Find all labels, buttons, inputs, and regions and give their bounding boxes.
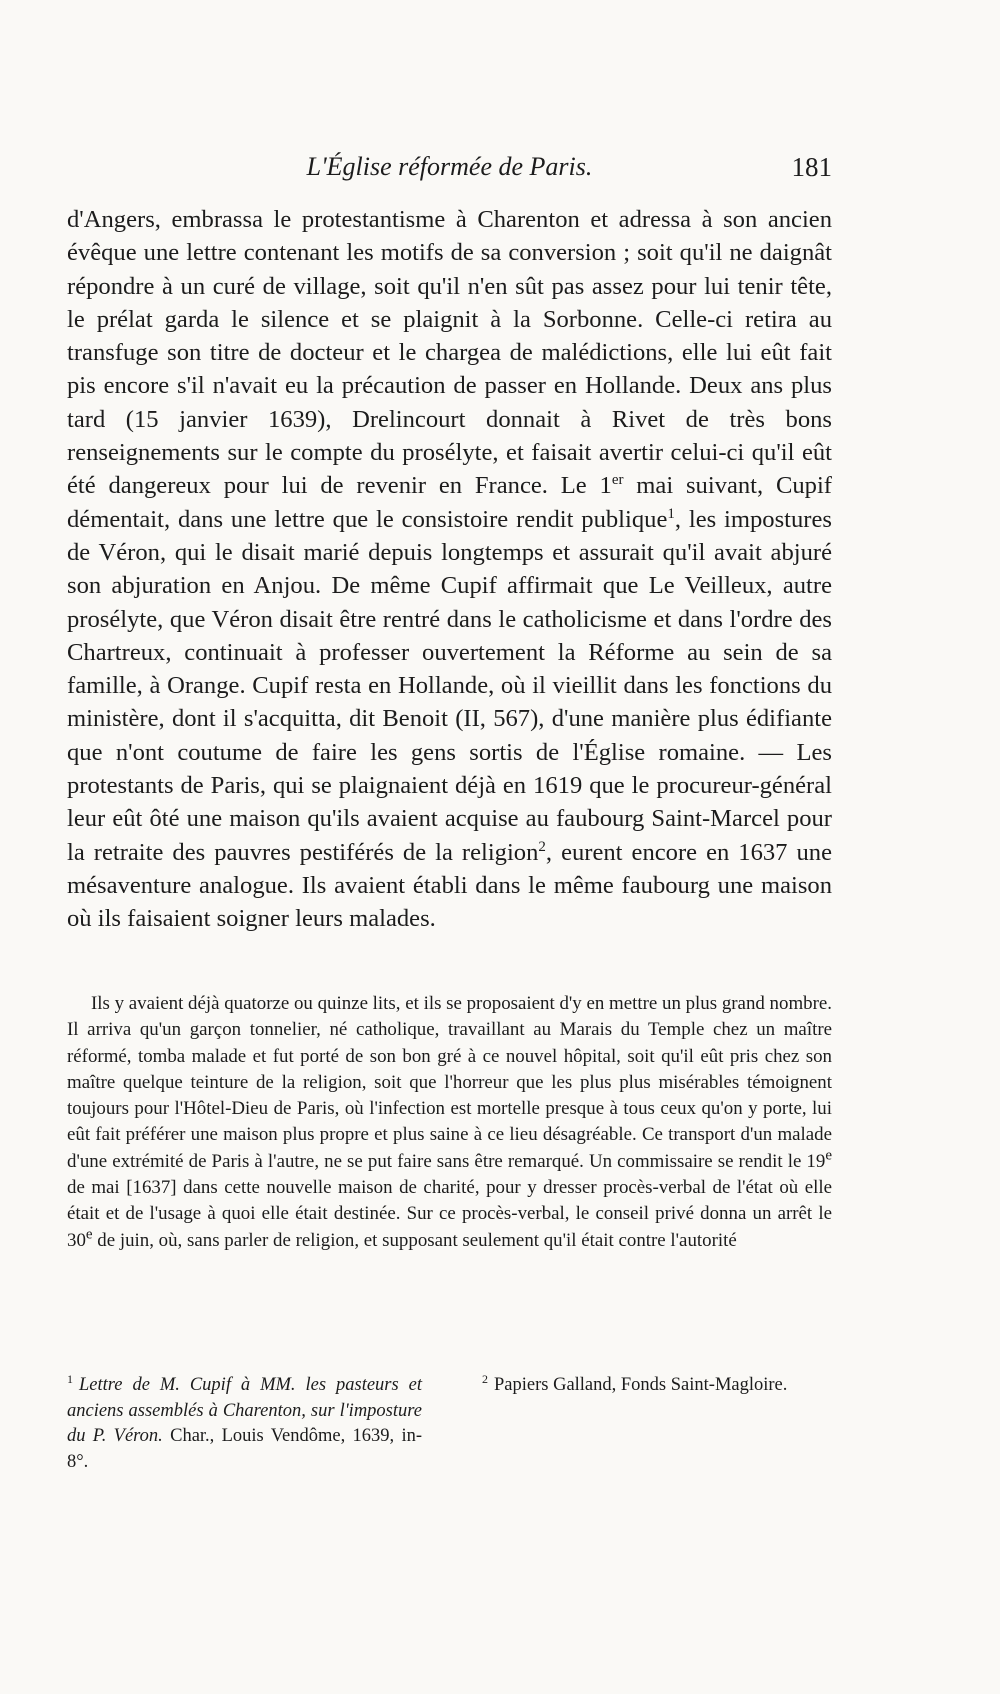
footnote-1-title: Lettre de M. Cupif à MM. les pasteurs et anciens assemblés à Charenton, sur l'imposture du P. Véron. — [67, 1375, 422, 1446]
running-title: L'Église réformée de Paris. — [306, 152, 593, 181]
main-text — [67, 203, 832, 936]
block-quote — [67, 991, 832, 1254]
footnote-1-mark: 1 — [67, 1371, 73, 1386]
footnote-2 — [482, 1373, 832, 1399]
footnote-1 — [67, 1373, 422, 1475]
footnote-ref-2: 2 — [538, 838, 546, 855]
footnote-2-text: Papiers Galland, Fonds Saint-Magloire. — [494, 1375, 788, 1395]
quote-superscript-1: e — [825, 1147, 832, 1164]
main-text-part-1: d'Angers, embrassa le protestantisme à Charenton et adressa à son ancien évêque une lettre contenant les motifs de sa conversion ; soit qu'il ne daignât répondre à un curé de village, soit qu'il n'en sût pas assez pour lui tenir tête, le prélat garda le silence et se plaignit à la Sorbonne. Celle-ci retira au transfuge son titre de docteur et le chargea de malédictions, elle lui eût fait pis encore s'il n'avait eu la précaution de passer en Hollande. Deux ans plus tard (15 janvier 1639), Drelincourt donnait à Rivet de très bons renseignements sur le compte du prosélyte, et faisait avertir celui-ci qu'il eût été dangereux pour lui de revenir en France. Le 1 — [67, 206, 832, 500]
main-text-part-4: , eurent encore en 1637 une mésaventure analogue. Ils avaient établi dans le même faubourg une maison où ils faisaient soigner leurs malades. — [67, 838, 832, 933]
quote-part-1: Ils y avaient déjà quatorze ou quinze lits, et ils se proposaient d'y en mettre un plus grand nombre. Il arriva qu'un garçon tonnelier, né catholique, travaillant au Marais du Temple chez un maître réformé, tomba malade et fut porté de son bon gré à ce nouvel hôpital, soit qu'il eût pris chez son maître quelque teinture de la religion, soit que l'horreur que les plus plus misérables témoignent toujours pour l'Hôtel-Dieu de Paris, où l'infection est mortelle presque à tous ceux qu'on y porte, lui eût fait préférer une maison plus propre et plus saine à ce lieu désagréable. Ce transport d'un malade d'une extrémité de Paris à l'autre, ne se put faire sans être remarqué. Un commissaire se rendit le 19 — [67, 993, 832, 1172]
footnote-1-rest: Char., Louis Vendôme, 1639, in-8°. — [67, 1426, 422, 1472]
ordinal-superscript: er — [611, 472, 624, 489]
quote-part-3: de juin, où, sans parler de religion, et supposant seulement qu'il était contre l'autorité — [92, 1229, 737, 1251]
quote-part-2: de mai [1637] dans cette nouvelle maison de charité, pour y dresser procès-verbal de l'état où elle était et de l'usage à quoi elle était destinée. Sur ce procès-verbal, le conseil privé donna un arrêt le 30 — [67, 1177, 832, 1251]
footnote-2-mark: 2 — [482, 1371, 488, 1386]
page-header — [67, 152, 832, 188]
main-text-part-3: , les impostures de Véron, qui le disait marié depuis longtemps et assurait qu'il avait abjuré son abjuration en Anjou. De même Cupif affirmait que Le Veilleux, autre prosélyte, que Véron disait être rentré dans le catholicisme et dans l'ordre des Chartreux, continuait à professer ouvertement la Réforme au sein de sa famille, à Orange. Cupif resta en Hollande, où il vieillit dans les fonctions du ministère, dont il s'acquitta, dit Benoit (II, 567), d'une manière plus édifiante que n'ont coutume de faire les gens sortis de l'Église romaine. — Les protestants de Paris, qui se plaignaient déjà en 1619 que le procureur-général leur eût ôté une maison qu'ils avaient acquise au faubourg Saint-Marcel pour la retraite des pauvres pestiférés de la religion — [67, 505, 832, 866]
page-number: 181 — [791, 152, 832, 182]
main-paragraph — [67, 203, 832, 936]
quote-superscript-2: e — [85, 1226, 93, 1243]
footnote-ref-1: 1 — [667, 505, 675, 522]
quote-paragraph — [67, 991, 832, 1254]
main-text-part-2: mai suivant, Cupif démentait, dans une lettre que le consistoire rendit publique — [67, 472, 832, 533]
